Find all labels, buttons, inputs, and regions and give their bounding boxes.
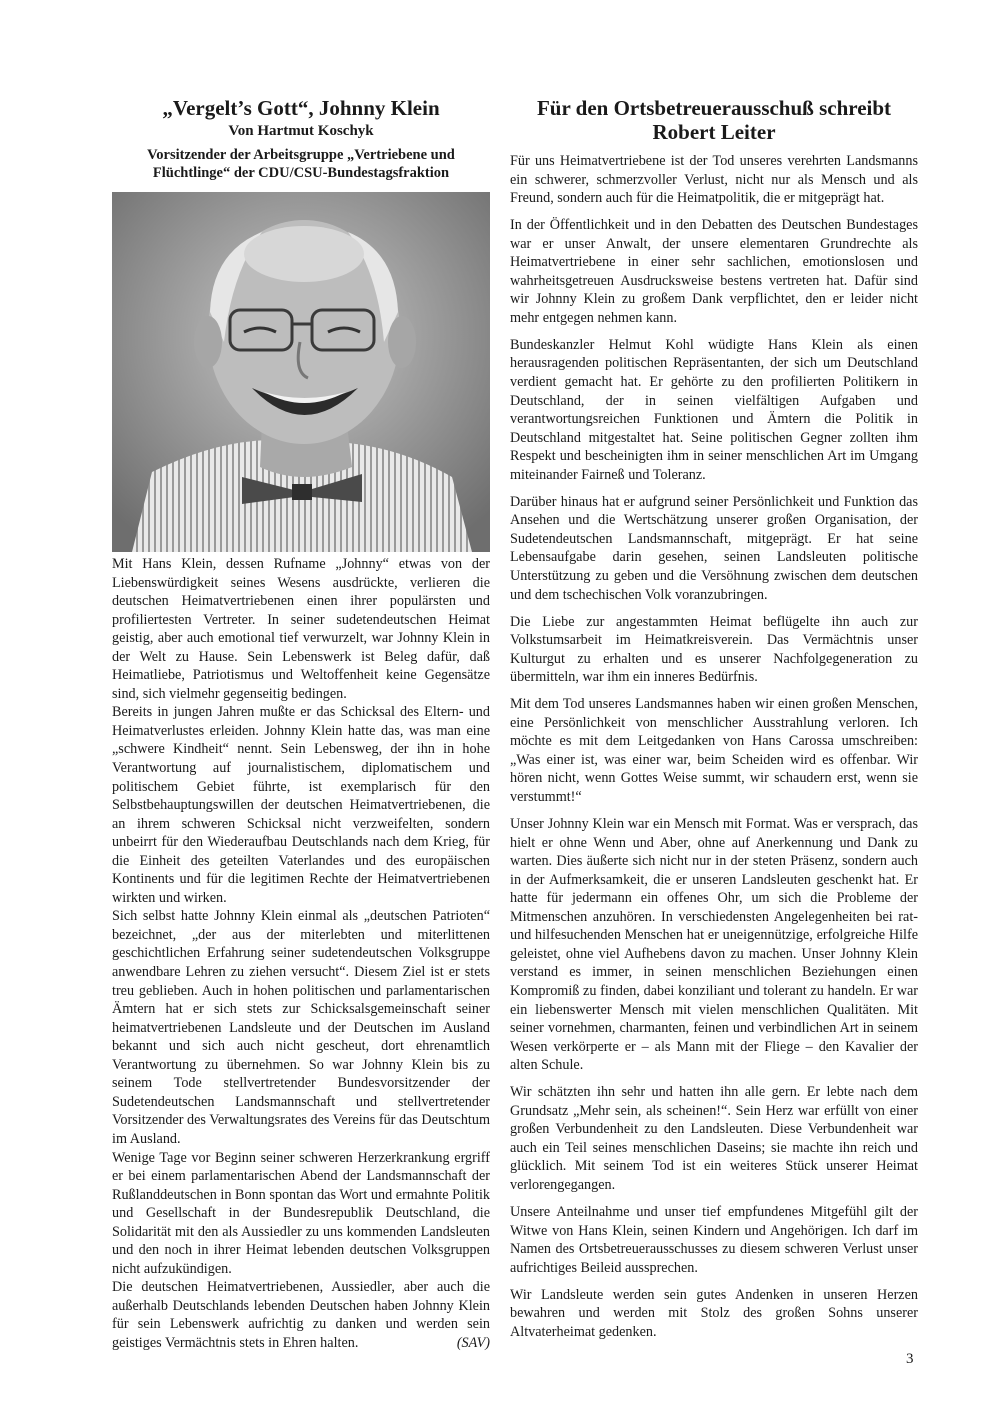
right-paragraph: Unser Johnny Klein war ein Mensch mit Format. Was er versprach, das hielt er ohne Wenn und Aber, ohne auf Anerkennung und Dank zu warten. Dies äußerte sich nicht nur in der steten Präsenz, sondern auch in der Aufmerksamkeit, die er unseren Landsleuten geschenkt hat. Er hatte für jedermann ein offenes Ohr, um sich die Probleme der Mitmenschen anzuhören. In verschiedensten Angelegenheiten bei rat- und hilfesuchenden Menschen hat er uneigennützige, erfolgreiche Hilfe geleistet, ohne viel Aufhebens davon zu machen. Unser Johnny Klein verstand es immer, in seinen menschlichen Beziehungen einen Kompromiß zu finden, dabei konziliant und tolerant zu handeln. Er war ein liebenswerter Mensch mit vielen menschlichen Qualitäten. Mit seiner vornehmen, charmanten, feinen und verbindlichen Art in seinem Wesen verkörperte er – als Mann mit der Fliege – den Kavalier der alten Schule. — [510, 816, 918, 1074]
page-number: 3 — [906, 1351, 914, 1367]
right-paragraph: Wir schätzten ihn sehr und hatten ihn alle gern. Er lebte nach dem Grundsatz „Mehr sein, als scheinen!“. Sein Herz war erfüllt von einer großen Verbundenheit zu den Landsleuten. Diese Verbundenheit war auch ein Teil seines menschlichen Daseins; sie machte ihn reich und glücklich. Mit seinem Tod ist ein weiteres Stück unserer Heimat verlorengegangen. — [510, 1084, 918, 1193]
left-article-body — [112, 555, 490, 1353]
right-paragraph: Darüber hinaus hat er aufgrund seiner Persönlichkeit und Funktion das Ansehen und die Wertschätzung unserer großen Organisation, der Sudetendeutschen Landsmannschaft, mitgeprägt. Er hat seine Lebensaufgabe darin gesehen, seinen Landsleuten politische Unterstützung zu geben und die Versöhnung zwischen dem deutschen und dem tschechischen Volk voranzubringen. — [510, 493, 918, 603]
source-signature: (SAV) — [456, 1334, 490, 1351]
left-paragraph: Mit Hans Klein, dessen Rufname „Johnny“ etwas von der Liebenswürdigkeit seines Wesens ausdrückte, verlieren die deutschen Heimatvertriebenen einen ihrer populärsten und profiliertesten Vertreter. In seiner sudetendeutschen Heimat geistig, aber auch emotional tief verwurzelt, war Johnny Klein in der Welt zu Hause. Sein Lebenswerk ist Beleg dafür, daß Heimatliebe, Patriotismus und Weltoffenheit keine Gegensätze sind, sich vielmehr gegenseitig bedingen. — [112, 556, 490, 702]
left-paragraph-final-text: Die deutschen Heimatvertriebenen, Aussiedler, aber auch die außerhalb Deutschlands lebenden Deutschen haben Johnny Klein für sein Lebenswerk aufrichtig zu danken und werden sein geistiges Vermächtnis stets in Ehren halten. — [112, 1279, 490, 1351]
right-paragraph: Für uns Heimatvertriebene ist der Tod unseres verehrten Landsmanns ein schwerer, schmerzvoller Verlust, nicht nur als Mensch und als Freund, sondern auch für die Heimatpolitik, die er mitgeprägt hat. — [510, 153, 918, 207]
left-article-author: Von Hartmut Koschyk — [228, 123, 374, 139]
portrait-photo — [112, 192, 490, 552]
right-paragraph: Mit dem Tod unseres Landsmannes haben wir einen großen Menschen, eine Persönlichkeit von menschlicher Ausstrahlung verloren. Ich möchte es mit dem Leitgedanken von Hans Carossa umschreiben: „Was einer ist, was einer war, beim Scheiden wird es offenbar. Wir hören nicht, wenn Gottes Weise summt, wir schaudern erst, wenn sie verstummt!“ — [510, 696, 918, 805]
left-paragraph: Bereits in jungen Jahren mußte er das Schicksal des Eltern- und Heimatverlustes erleiden. Johnny Klein hatte das, was man eine „schwere Kindheit“ nennt. Sein Lebensweg, der ihn in hohe Verantwortung auf journalistischem, diplomatischem und politischem Gebiet führte, ist exemplarisch für den Selbstbehauptungswillen der deutschen Heimatvertriebenen, die an ihrem schweren Schicksal nicht verzweifelten, sondern unbeirrt für den Wiederaufbau Deutschlands nach dem Krieg, für die Einheit des geteilten Vaterlandes und des europäischen Kontinents und für die legitimen Rechte der Heimatvertriebenen wirkten und wirken. — [112, 704, 490, 906]
left-article-author-role: Vorsitzender der Arbeitsgruppe „Vertriebene und Flüchtlinge“ der CDU/CSU-Bundestagsfraktion — [147, 147, 455, 181]
right-paragraph: Bundeskanzler Helmut Kohl wüdigte Hans Klein als einen herausragenden politischen Repräsentanten, der sich um Deutschland verdient gemacht hat. Er gehörte zu den profilierten Politikern in Deutschland, der in seinen vielfältigen Aufgaben und verantwortungsreichen Funktionen und Ämtern die Politik in Deutschland mitgestaltet hat. Seine politischen Gegner zollten ihm Respekt und bescheinigten ihm in seiner menschlichen Art im Umgang miteinander Fairneß und Toleranz. — [510, 336, 918, 483]
right-paragraph: Die Liebe zur angestammten Heimat beflügelte ihn auch zur Volkstumsarbeit im Heimatkreisverein. Das Vermächtnis unser Kulturgut zu erhalten und es unserer Nachfolgegeneration zu übermitteln, war ihm ein inneres Bedürfnis. — [510, 613, 918, 686]
left-paragraph: Sich selbst hatte Johnny Klein einmal als „deutschen Patrioten“ bezeichnet, „der aus der miterlebten und miterlittenen geschichtlichen Erfahrung seiner sudetendeutschen Volksgruppe anwendbare Lehren zu ziehen versucht“. Diesem Ziel ist er stets treu geblieben. Auch in hohen politischen und parlamentarischen Ämtern hat er sich stets zur Schicksalsgemeinschaft seiner heimatvertriebenen Landsleute und der Deutschen im Ausland bekannt und sich auch nicht gescheut, dort ehrenamtlich Verantwortung zu übernehmen. So war Johnny Klein bis zu seinem Tode stellvertretender Bundesvorsitzender der Sudetendeutschen Landsmannschaft und stellvertretender Vorsitzender des Verwaltungsrates des Vereins für das Deutschtum im Ausland. — [112, 908, 490, 1147]
right-paragraph: Unsere Anteilnahme und unser tief empfundenes Mitgefühl gilt der Witwe von Hans Klein, seinen Kindern und Angehörigen. Ich darf im Namen des Ortsbetreuerausschusses zu diesem schweren Verlust unser aufrichtiges Beileid aussprechen. — [510, 1203, 918, 1276]
right-column — [510, 96, 918, 1350]
left-column — [112, 96, 490, 1353]
right-article-title: Für den Ortsbetreuerausschuß schreibt Robert Leiter — [536, 96, 892, 144]
right-paragraph: In der Öffentlichkeit und in den Debatten des Deutschen Bundestages war er unser Anwalt, der unsere elementaren Grundrechte als Heimatvertriebene in einer sehr sachlichen, emotionslosen und wahrheitsgetreuen Ausdrucksweise bestens vertreten hat. Dafür sind wir Johnny Klein zu großem Dank verpflichtet, den er leider nicht mehr entgegen nehmen kann. — [510, 217, 918, 326]
left-paragraph: Wenige Tage vor Beginn seiner schweren Herzerkrankung ergriff er bei einem parlamentarischen Abend der Landsmannschaft der Rußlanddeutschen in Bonn spontan das Wort und ermahnte Politik und Gesellschaft in der Bundesrepublik Deutschland, die Solidarität mit den als Aussiedler zu uns kommenden Landsleuten und den noch in ihrer Heimat lebenden deutschen Volksgruppen nicht aufzukündigen. — [112, 1149, 490, 1277]
right-paragraph: Wir Landsleute werden sein gutes Andenken in unseren Herzen bewahren und werden mit Stolz des großen Sohns unserer Altvaterheimat gedenken. — [510, 1286, 918, 1340]
left-paragraph-last — [112, 1278, 490, 1352]
right-article-body — [510, 152, 918, 1341]
left-article-title: „Vergelt’s Gott“, Johnny Klein — [162, 96, 440, 120]
